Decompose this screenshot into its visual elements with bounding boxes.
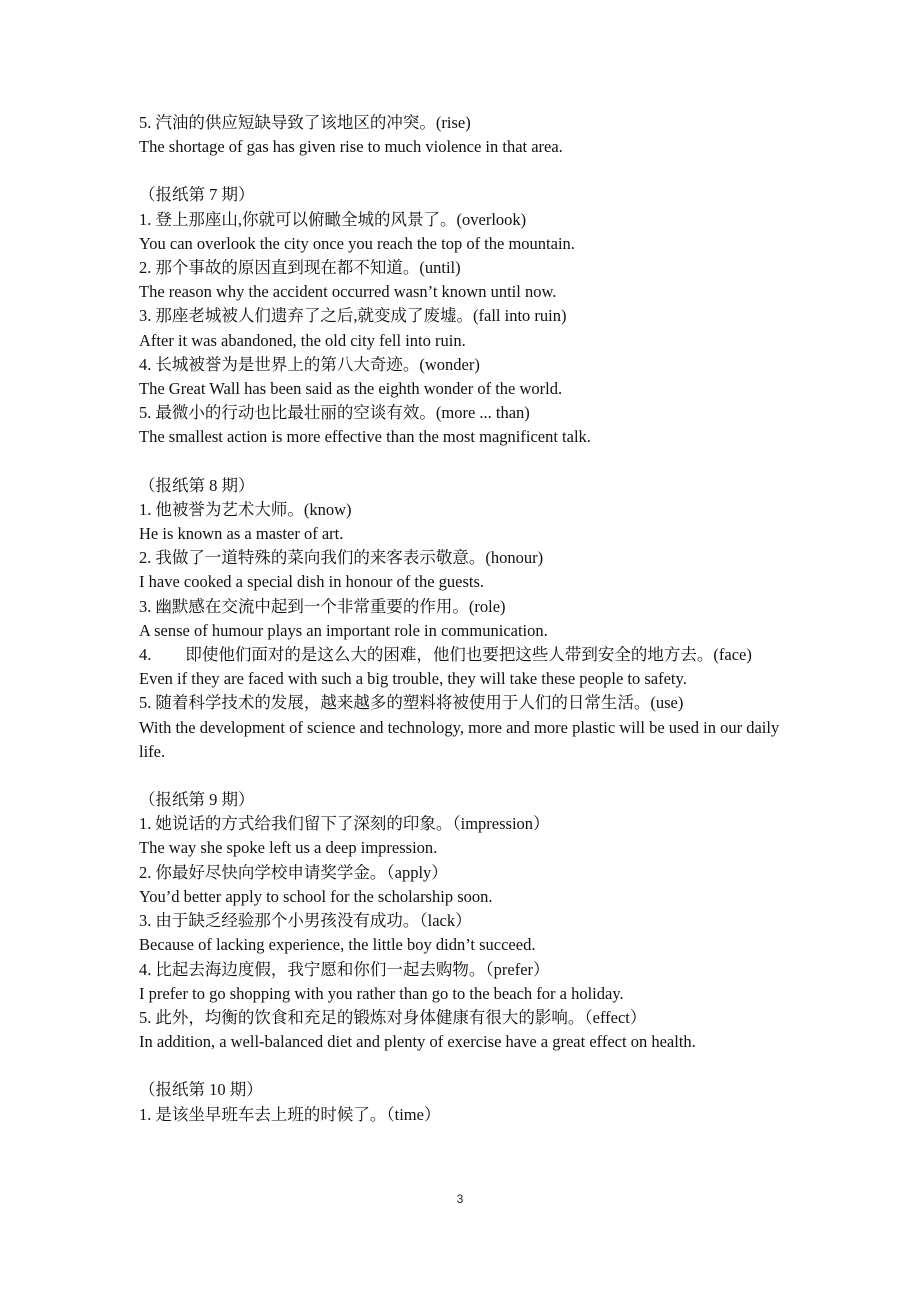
english-translation: The reason why the accident occurred wasn’t known until now. [139, 282, 557, 302]
english-translation: I have cooked a special dish in honour of the guests. [139, 572, 485, 592]
item-number: 1. [139, 814, 152, 834]
exercise-item [139, 958, 799, 1006]
english-translation: You’d better apply to school for the scholarship soon. [139, 886, 493, 906]
exercise-item [139, 401, 799, 449]
exercise-item [139, 691, 799, 764]
english-translation: He is known as a master of art. [139, 524, 344, 544]
exercise-item [139, 546, 799, 594]
chinese-sentence: 她说话的方式给我们留下了深刻的印象。（impression） [155, 814, 550, 834]
chinese-sentence: 汽油的供应短缺导致了该地区的冲突。(rise) [155, 113, 471, 132]
exercise-item [139, 498, 799, 546]
exercise-item [139, 909, 799, 957]
english-translation: After it was abandoned, the old city fell into ruin. [139, 330, 466, 350]
section-title: （报纸第 9 期） [139, 790, 255, 810]
item-number: 3. [139, 596, 152, 616]
exercise-item [139, 304, 799, 352]
exercise-item [139, 111, 799, 159]
item-number: 2. [139, 862, 152, 882]
section-continued [139, 111, 799, 159]
chinese-sentence: 比起去海边度假，我宁愿和你们一起去购物。（prefer） [155, 959, 550, 979]
chinese-sentence: 由于缺乏经验那个小男孩没有成功。（lack） [155, 911, 472, 931]
exercise-item [139, 643, 799, 691]
document-body [139, 111, 799, 1127]
exercise-item [139, 353, 799, 401]
english-translation: A sense of humour plays an important role in communication. [139, 620, 548, 640]
item-number: 5. [139, 113, 152, 132]
page-number: 3 [456, 1192, 464, 1206]
item-number: 1. [139, 1104, 152, 1124]
item-number: 1. [139, 209, 152, 229]
item-number: 3. [139, 306, 152, 326]
exercise-item [139, 1103, 799, 1127]
chinese-sentence: 那座老城被人们遗弃了之后,就变成了废墟。(fall into ruin) [155, 306, 567, 326]
section-title: （报纸第 7 期） [139, 185, 255, 205]
section-issue-10 [139, 1078, 799, 1126]
section-issue-9 [139, 788, 799, 1054]
english-translation: I prefer to go shopping with you rather than go to the beach for a holiday. [139, 983, 624, 1003]
item-number: 5. [139, 693, 152, 713]
item-number: 3. [139, 911, 152, 931]
english-translation: The Great Wall has been said as the eighth wonder of the world. [139, 379, 563, 399]
english-translation: The shortage of gas has given rise to much violence in that area. [139, 137, 563, 157]
chinese-sentence: 即使他们面对的是这么大的困难，他们也要把这些人带到安全的地方去。(face) [185, 645, 752, 665]
item-number: 5. [139, 403, 152, 423]
english-translation: The smallest action is more effective than the most magnificent talk. [139, 427, 591, 447]
item-number: 4. [139, 645, 152, 665]
chinese-sentence: 我做了一道特殊的菜向我们的来客表示敬意。(honour) [155, 548, 544, 568]
item-number: 2. [139, 258, 152, 278]
chinese-sentence: 随着科学技术的发展，越来越多的塑料将被使用于人们的日常生活。(use) [155, 693, 684, 713]
english-translation: Because of lacking experience, the little boy didn’t succeed. [139, 935, 536, 955]
chinese-sentence: 幽默感在交流中起到一个非常重要的作用。(role) [155, 596, 506, 616]
chinese-sentence: 最微小的行动也比最壮丽的空谈有效。(more ... than) [155, 403, 530, 423]
english-translation: In addition, a well-balanced diet and plenty of exercise have a great effect on health. [139, 1032, 696, 1052]
exercise-item [139, 812, 799, 860]
section-issue-7 [139, 183, 799, 449]
chinese-sentence: 那个事故的原因直到现在都不知道。(until) [155, 258, 461, 278]
english-translation: You can overlook the city once you reach the top of the mountain. [139, 233, 575, 253]
chinese-sentence: 登上那座山,你就可以俯瞰全城的风景了。(overlook) [155, 209, 527, 229]
section-issue-8 [139, 474, 799, 764]
english-translation: The way she spoke left us a deep impression. [139, 838, 438, 858]
chinese-sentence: 此外，均衡的饮食和充足的锻炼对身体健康有很大的影响。（effect） [155, 1007, 647, 1027]
chinese-sentence: 他被誉为艺术大师。(know) [155, 499, 352, 519]
section-title: （报纸第 8 期） [139, 475, 255, 495]
chinese-sentence: 是该坐早班车去上班的时候了。（time） [155, 1104, 441, 1124]
section-title: （报纸第 10 期） [139, 1080, 263, 1100]
exercise-item [139, 861, 799, 909]
item-number: 1. [139, 499, 152, 519]
item-number: 4. [139, 959, 152, 979]
exercise-item [139, 256, 799, 304]
exercise-item [139, 595, 799, 643]
exercise-item [139, 208, 799, 256]
exercise-item [139, 1006, 799, 1054]
item-number: 4. [139, 354, 152, 374]
chinese-sentence: 长城被誉为是世界上的第八大奇迹。(wonder) [155, 354, 480, 374]
english-translation: Even if they are faced with such a big trouble, they will take these people to safety. [139, 669, 687, 689]
english-translation: With the development of science and technology, more and more plastic will be used in our daily life. [139, 717, 780, 761]
chinese-sentence: 你最好尽快向学校申请奖学金。（apply） [155, 862, 448, 882]
item-number: 2. [139, 548, 152, 568]
item-number: 5. [139, 1007, 152, 1027]
